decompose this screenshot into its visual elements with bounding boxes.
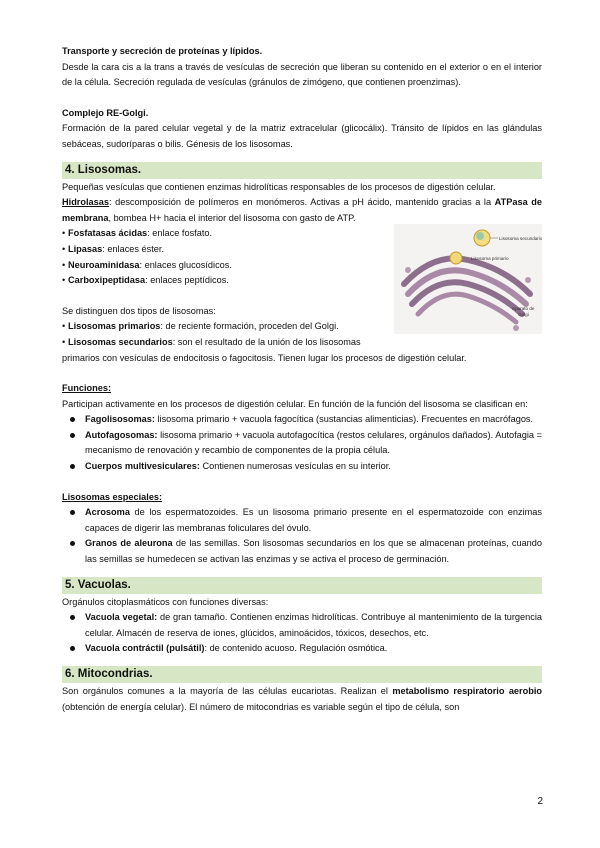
figure-label-golgi-1: Aparato de [512, 306, 535, 312]
golgi-lysosome-figure [394, 224, 542, 334]
list-item [62, 428, 542, 459]
page-number: 2 [537, 796, 543, 807]
term-metabolismo: metabolismo respiratorio aerobio [392, 686, 543, 696]
desc-primarios: : de reciente formación, proceden del Golgi. [160, 321, 339, 332]
funciones-list [62, 412, 542, 474]
especial-term: Acrosoma [85, 507, 130, 518]
enzyme-desc: : enlaces peptídicos. [145, 275, 229, 286]
term-secundarios: Lisosomas secundarios [68, 336, 173, 347]
especial-desc: de las semillas. Son lisosomas secundarios en los que se almacenan proteínas, cuando las semillas se humedecen se activan las enzimas y se activa el proceso de germinación. [85, 538, 542, 565]
funcion-desc: lisosoma primario + vacuola fagocítica (sustancias alimenticias). Frecuentes en macrófagos. [154, 414, 534, 425]
especial-desc: de los espermatozoides. Es un lisosoma primario presente en el espermatozoide con enzimas capaces de digerir las membranas foliculares del óvulo. [85, 507, 542, 533]
funcion-term: Autofagosomas: [85, 429, 158, 440]
figure-label-secundario: Lisosoma secundario [499, 236, 542, 242]
enzyme-term: Lipasas [68, 243, 103, 254]
paragraph-transporte: Desde la cara cis a la trans a través de vesículas de secreción que liberan su contenido en el exterior o en el interior de la célula. Secreción regulada de vesículas (gránulos de zimógeno, que contienen proenzimas). [62, 61, 542, 88]
list-item [62, 319, 367, 335]
funcion-term: Fagolisosomas: [85, 414, 155, 425]
section-title-complejo: Complejo RE-Golgi. [62, 107, 149, 118]
term-atpasa: ATPasa de membrana [62, 197, 542, 223]
subtitle-especiales: Lisosomas especiales: [62, 491, 163, 502]
vacuola-desc: : de contenido acuoso. Regulación osmótica. [204, 643, 388, 654]
figure-label-golgi-2: Golgi [518, 312, 529, 318]
vacuolas-list [62, 610, 542, 657]
page-content [62, 44, 542, 715]
list-item [62, 412, 542, 428]
enzyme-list [62, 226, 367, 288]
enzyme-desc: : enlaces éster. [102, 243, 165, 254]
figure-label-primario: Lisosoma primario [471, 256, 509, 262]
heading-lisosomas: 4. Lisosomas. [62, 162, 542, 179]
list-item [62, 226, 367, 242]
list-item [62, 641, 542, 657]
subtitle-funciones: Funciones: [62, 383, 112, 394]
vacuola-desc: de gran tamaño. Contienen enzimas hidrolíticas. Contribuye al mantenimiento de la turgencia celular. Almacén de reserva de iones, glúcidos, aminoácidos, tóxicos, desechos, etc. [85, 612, 542, 638]
heading-mitocondrias: 6. Mitocondrias. [62, 666, 542, 683]
funcion-desc: lisosoma primario + vacuola autofagocítica (restos celulares, orgánulos dañados). Autofagia = mecanismo de renovación y recambio de componentes de la propia célula. [85, 429, 542, 456]
list-item [62, 505, 542, 536]
tipos-list [62, 319, 367, 350]
funcion-desc: Contienen numerosas vesículas en su interior. [199, 461, 391, 472]
vacuola-term: Vacuola vegetal: [85, 612, 158, 623]
figure-wrap [62, 226, 542, 350]
desc-secundarios: : son el resultado de la unión de los lisosomas [172, 336, 361, 347]
term-hidrolasas: Hidrolasas [62, 197, 109, 208]
text-mitocondrias-1: Son orgánulos comunes a la mayoría de las células eucariotas. Realizan el [62, 686, 393, 696]
term-primarios: Lisosomas primarios [68, 321, 161, 332]
paragraph-lisosomas-intro: Pequeñas vesículas que contienen enzimas hidrolíticas responsables de los procesos de digestión celular. [62, 181, 496, 192]
paragraph-hidrolasas [62, 195, 542, 226]
especial-term: Granos de aleurona [85, 538, 173, 549]
list-item [62, 335, 367, 351]
text-atpasa: , bombea H+ hacia el interior del lisosoma con gasto de ATP. [108, 212, 356, 223]
paragraph-vacuolas-intro: Orgánulos citoplasmáticos con funciones diversas: [62, 596, 269, 607]
paragraph-complejo: Formación de la pared celular vegetal y de la matriz extracelular (glicocálix). Tránsito de lípidos en las glándulas sebáceas, sudoríparas o bilis. Génesis de los lisosomas. [62, 123, 542, 149]
text-mitocondrias-2: (obtención de energía celular). El número de mitocondrias es variable según el tipo de célula, son [62, 701, 460, 712]
list-item [62, 610, 542, 641]
heading-vacuolas: 5. Vacuolas. [62, 577, 542, 594]
paragraph-funciones-intro: Participan activamente en los procesos de digestión celular. En función de la función del lisosoma se clasifican en: [62, 398, 528, 409]
enzyme-desc: : enlaces glucosídicos. [139, 259, 232, 270]
enzyme-term: Fosfatasas ácidas [68, 228, 148, 239]
text-hidrolasas: : descomposición de polímeros en monómeros. Activas a pH ácido, mantenido gracias a la [108, 197, 495, 208]
enzyme-desc: : enlace fosfato. [147, 228, 213, 239]
list-item [62, 273, 367, 289]
section-title-transporte: Transporte y secreción de proteínas y lípidos. [62, 46, 263, 56]
list-item [62, 536, 542, 567]
especiales-list [62, 505, 542, 567]
funcion-term: Cuerpos multivesiculares: [85, 461, 200, 472]
enzyme-term: Neuroaminidasa [68, 259, 140, 270]
enzyme-term: Carboxipeptidasa [68, 275, 146, 286]
vacuola-term: Vacuola contráctil (pulsátil) [85, 643, 205, 654]
list-item [62, 242, 367, 258]
paragraph-secundarios-cont: primarios con vesículas de endocitosis o fagocitosis. Tienen lugar los procesos de digestión celular. [62, 352, 467, 363]
list-item [62, 258, 367, 274]
paragraph-mitocondrias [62, 684, 542, 715]
paragraph-tipos-intro: Se distinguen dos tipos de lisosomas: [62, 305, 216, 316]
list-item [62, 459, 542, 475]
